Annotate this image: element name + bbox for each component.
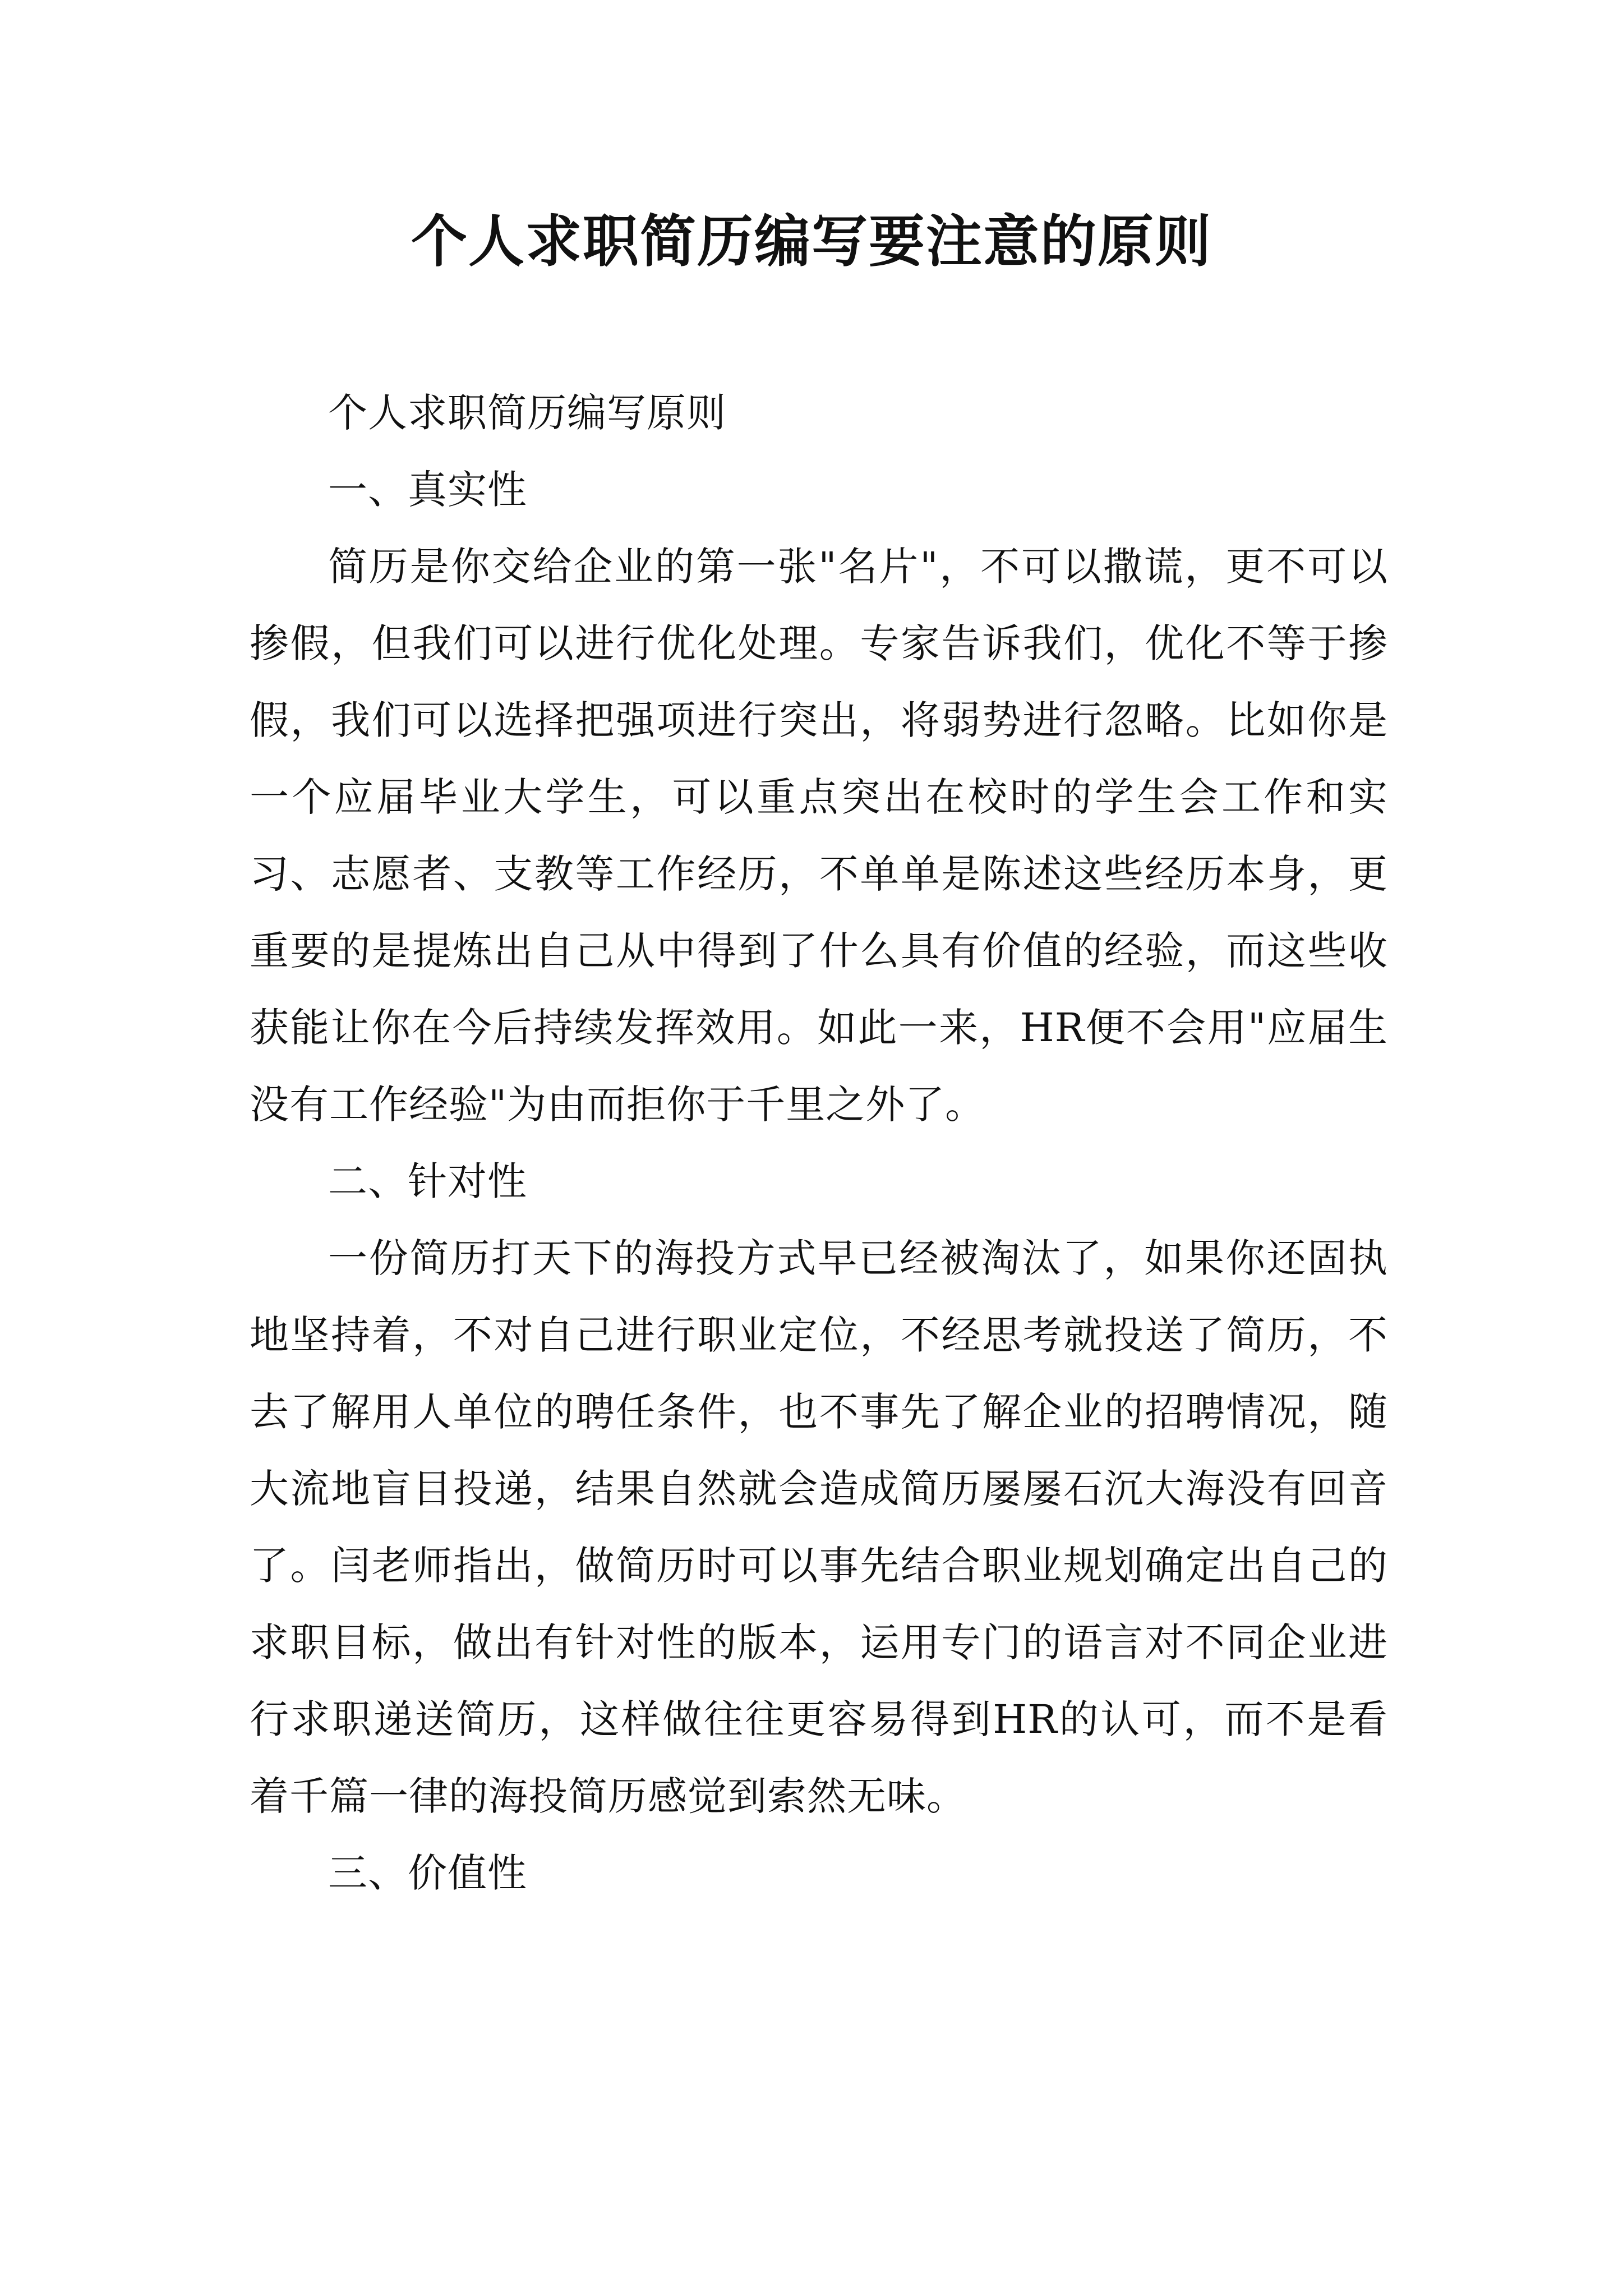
section-heading-targeting: 二、针对性 (328, 1158, 527, 1204)
document-body (250, 375, 1388, 1912)
section-heading-value: 三、价值性 (328, 1850, 527, 1896)
paragraph-authenticity: 简历是你交给企业的第一张"名片"，不可以撒谎，更不可以掺假，但我们可以进行优化处理。专家告诉我们，优化不等于掺假，我们可以选择把强项进行突出，将弱势进行忽略。比如你是一个应届毕业大学生，可以重点突出在校时的学生会工作和实习、志愿者、支教等工作经历，不单单是陈述这些经历本身，更重要的是提炼出自己从中得到了什么具有价值的经验，而这些收获能让你在今后持续发挥效用。如此一来，HR便不会用"应届生没有工作经验"为由而拒你于千里之外了。 (250, 544, 1388, 1128)
paragraph-targeting: 一份简历打天下的海投方式早已经被淘汰了，如果你还固执地坚持着，不对自己进行职业定位，不经思考就投送了简历，不去了解用人单位的聘任条件，也不事先了解企业的招聘情况，随大流地盲目投递，结果自然就会造成简历屡屡石沉大海没有回音了。闫老师指出，做简历时可以事先结合职业规划确定出自己的求职目标，做出有针对性的版本，运用专门的语言对不同企业进行求职递送简历，这样做往往更容易得到HR的认可，而不是看着千篇一律的海投简历感觉到索然无味。 (250, 1235, 1388, 1819)
intro-heading: 个人求职简历编写原则 (328, 390, 726, 436)
document-title: 个人求职简历编写要注意的原则 (411, 208, 1212, 274)
section-heading-authenticity: 一、真实性 (328, 467, 527, 513)
